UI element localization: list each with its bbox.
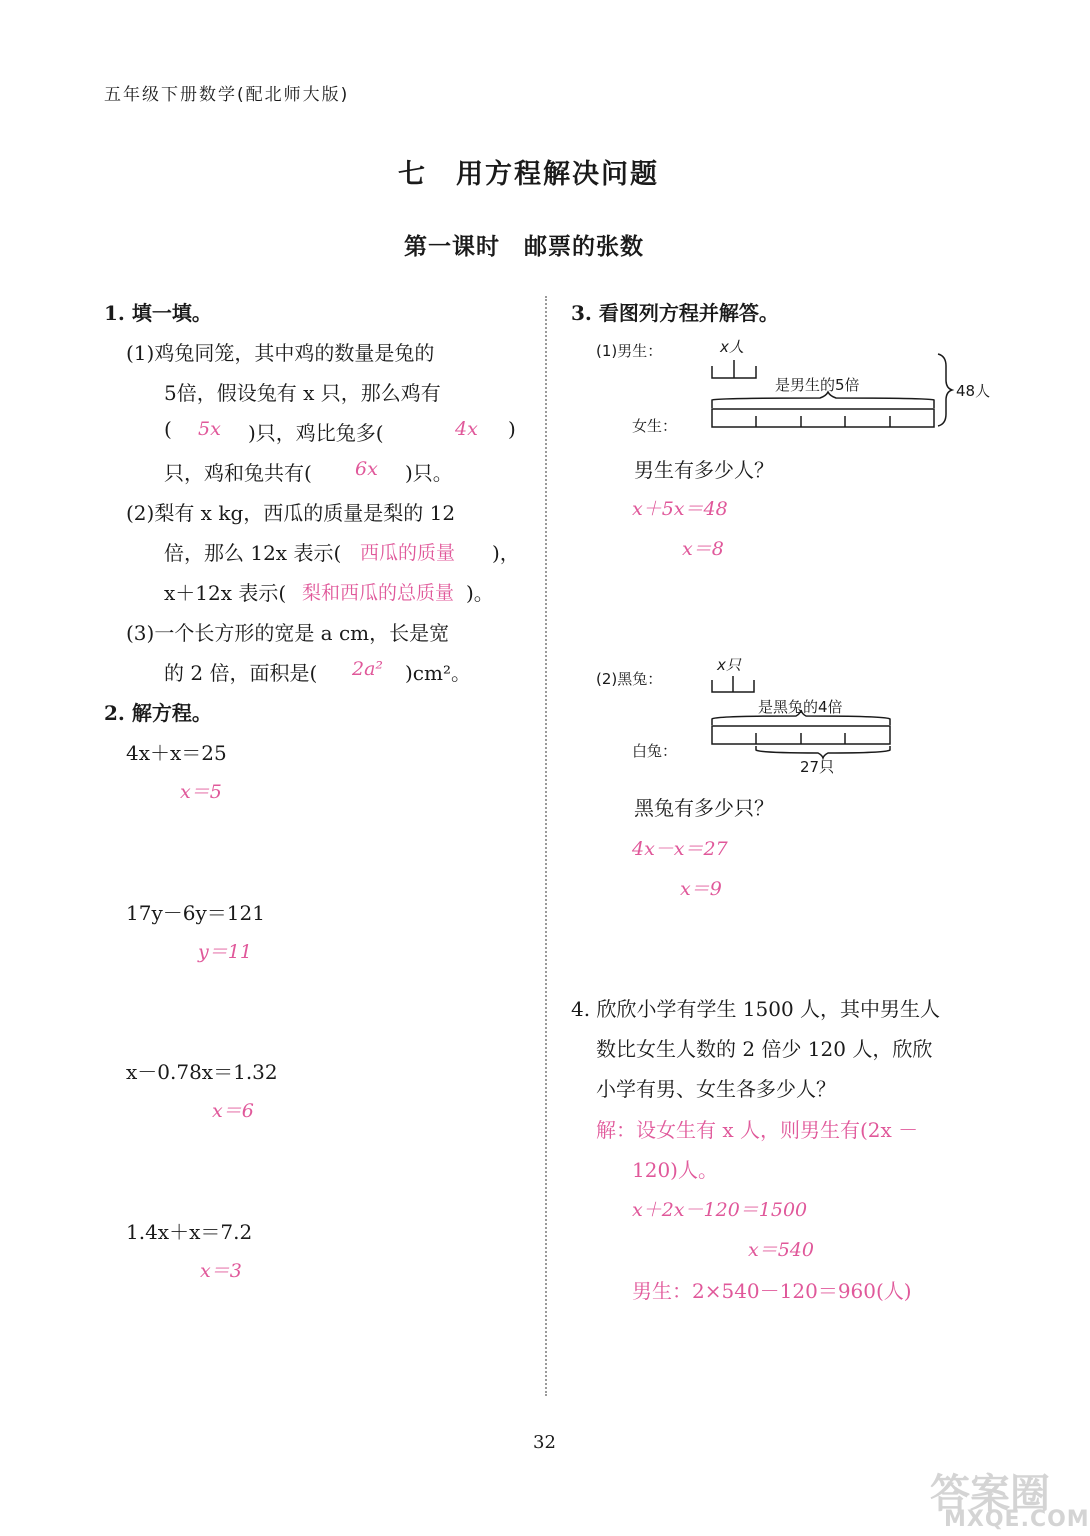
q1-p2-line2-a: 倍，那么 12x 表示( <box>164 541 342 565</box>
q1-p3-line2-b: )cm²。 <box>405 661 471 685</box>
diagram1-x-label: x人 <box>720 338 744 356</box>
q4-answer-line4: x＝540 <box>748 1239 814 1261</box>
q1-p1-line3-a: ( <box>164 417 172 441</box>
chapter-title: 七 用方程解决问题 <box>398 159 659 190</box>
q1-p3-line2-a: 的 2 倍，面积是( <box>164 661 318 685</box>
q1-p1-line1: (1)鸡兔同笼，其中鸡的数量是兔的 <box>126 341 435 365</box>
diagram1-boys-label: (1)男生： <box>596 342 663 360</box>
q1-p1-line4-a: 只，鸡和兔共有( <box>164 461 312 485</box>
q1-p1-line4-b: )只。 <box>405 461 453 485</box>
q1-p2-line3-a: x＋12x 表示( <box>164 581 287 605</box>
q2-answer4: x＝3 <box>200 1260 242 1282</box>
q1-p1-answer3: 6x <box>355 458 378 480</box>
q1-p3-answer: 2a² <box>352 658 384 680</box>
diagram2-answer2: x＝9 <box>680 878 722 900</box>
q2-answer3: x＝6 <box>212 1100 254 1122</box>
q1-p1-line2: 5倍，假设兔有 x 只，那么鸡有 <box>164 381 441 405</box>
diagram2-x-label: x只 <box>717 656 741 674</box>
q2-title: 2. 解方程。 <box>104 701 212 725</box>
q1-p1-line3-b: )只，鸡比兔多( <box>248 421 384 445</box>
diagram1-girls-label: 女生： <box>632 417 678 435</box>
q4-line1: 4. 欣欣小学有学生 1500 人，其中男生人 <box>571 997 941 1021</box>
q1-p1-answer2: 4x <box>455 418 478 440</box>
q4-answer-line1: 解：设女生有 x 人，则男生有(2x － <box>596 1118 919 1142</box>
q1-p2-answer2: 梨和西瓜的总质量 <box>302 582 455 604</box>
q4-line3: 小学有男、女生各多少人？ <box>596 1077 836 1101</box>
diagram2-times-label: 是黑兔的4倍 <box>758 698 843 716</box>
diagram1-total-label: 48人 <box>956 382 991 400</box>
diagram1-answer2: x＝8 <box>682 538 724 560</box>
page-number: 32 <box>533 1432 556 1453</box>
q2-equation1: 4x＋x＝25 <box>126 741 227 765</box>
lesson-title: 第一课时 邮票的张数 <box>404 234 644 260</box>
q2-answer1: x＝5 <box>180 781 222 803</box>
watermark-url: MXQE.COM <box>944 1507 1090 1532</box>
diagram1-times-label: 是男生的5倍 <box>775 376 860 394</box>
q1-p2-answer1: 西瓜的质量 <box>360 542 456 564</box>
q2-equation2: 17y－6y＝121 <box>126 901 265 925</box>
q4-line2: 数比女生人数的 2 倍少 120 人，欣欣 <box>596 1037 933 1061</box>
q4-answer-line2: 120)人。 <box>632 1158 718 1182</box>
q3-title: 3. 看图列方程并解答。 <box>571 301 779 325</box>
diagram2-diff-label: 27只 <box>800 758 835 776</box>
diagram2-black-label: (2)黑兔： <box>596 670 663 688</box>
q1-p3-line1: (3)一个长方形的宽是 a cm，长是宽 <box>126 621 450 645</box>
diagram2-answer1: 4x－x＝27 <box>632 838 728 860</box>
q1-title: 1. 填一填。 <box>104 301 212 325</box>
q1-p2-line2-b: )， <box>492 541 520 565</box>
q2-answer2: y＝11 <box>198 941 252 963</box>
q1-p2-line3-b: )。 <box>466 581 494 605</box>
diagram1-answer1: x＋5x＝48 <box>632 498 728 520</box>
diagram2-white-label: 白兔： <box>632 742 678 760</box>
q1-p1-line3-c: ) <box>508 417 516 441</box>
watermark-logo: 答案圈 <box>930 1471 1050 1517</box>
book-header: 五年级下册数学(配北师大版) <box>104 85 350 105</box>
q2-equation4: 1.4x＋x＝7.2 <box>126 1220 253 1244</box>
q1-p2-line1: (2)梨有 x kg，西瓜的质量是梨的 12 <box>126 501 456 525</box>
q1-p1-answer1: 5x <box>198 418 221 440</box>
q4-answer-line3: x＋2x－120＝1500 <box>632 1199 808 1221</box>
q4-answer-line5: 男生：2×540－120＝960(人) <box>632 1279 912 1303</box>
diagram1-question: 男生有多少人？ <box>634 458 774 482</box>
q2-equation3: x－0.78x＝1.32 <box>126 1060 278 1084</box>
diagram2-question: 黑兔有多少只？ <box>634 796 774 820</box>
